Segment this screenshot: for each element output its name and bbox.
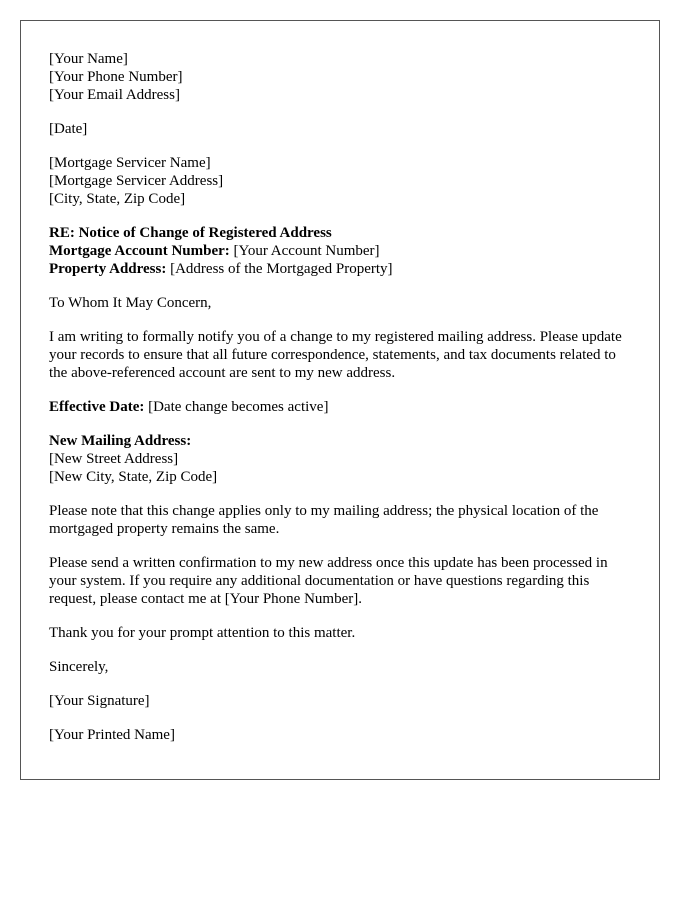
account-value: [Your Account Number] bbox=[229, 243, 380, 259]
sender-email: [Your Email Address] bbox=[49, 87, 180, 103]
recipient-address: [Mortgage Servicer Address] bbox=[49, 173, 224, 189]
account-label: Mortgage Account Number: bbox=[49, 243, 230, 259]
new-address-block bbox=[49, 432, 631, 486]
signature: [Your Signature] bbox=[49, 693, 150, 709]
sender-name: [Your Name] bbox=[49, 51, 128, 67]
note-paragraph: Please note that this change applies only to my mailing address; the physical location of the mortgaged property remains the same. bbox=[49, 503, 599, 537]
property-label: Property Address: bbox=[49, 261, 167, 277]
letter-date: [Date] bbox=[49, 121, 88, 137]
salutation: To Whom It May Concern, bbox=[49, 295, 212, 311]
recipient-block bbox=[49, 154, 631, 208]
effective-date-label: Effective Date: bbox=[49, 399, 145, 415]
sender-phone: [Your Phone Number] bbox=[49, 69, 183, 85]
sender-block bbox=[49, 50, 631, 104]
intro-paragraph: I am writing to formally notify you of a change to my registered mailing address. Please update your records to ensure that all future correspondence, statements, and tax documents related to the above-referenced account are sent to my new address. bbox=[49, 329, 622, 381]
property-value: [Address of the Mortgaged Property] bbox=[166, 261, 393, 277]
recipient-city-state-zip: [City, State, Zip Code] bbox=[49, 191, 186, 207]
date-block bbox=[49, 120, 631, 138]
confirmation-paragraph: Please send a written confirmation to my new address once this update has been processed in your system. If you require any additional documentation or have questions regarding this request, please contact me at [Your Phone Number]. bbox=[49, 555, 608, 607]
effective-date-block bbox=[49, 398, 631, 416]
thanks-paragraph: Thank you for your prompt attention to this matter. bbox=[49, 625, 356, 641]
new-street-address: [New Street Address] bbox=[49, 451, 179, 467]
letter-page bbox=[20, 20, 660, 780]
reference-block bbox=[49, 224, 631, 278]
new-city-state-zip: [New City, State, Zip Code] bbox=[49, 469, 218, 485]
recipient-name: [Mortgage Servicer Name] bbox=[49, 155, 211, 171]
closing: Sincerely, bbox=[49, 659, 109, 675]
effective-date-value: [Date change becomes active] bbox=[144, 399, 329, 415]
new-address-label: New Mailing Address: bbox=[49, 433, 192, 449]
printed-name: [Your Printed Name] bbox=[49, 727, 175, 743]
subject-line: RE: Notice of Change of Registered Address bbox=[49, 225, 332, 241]
